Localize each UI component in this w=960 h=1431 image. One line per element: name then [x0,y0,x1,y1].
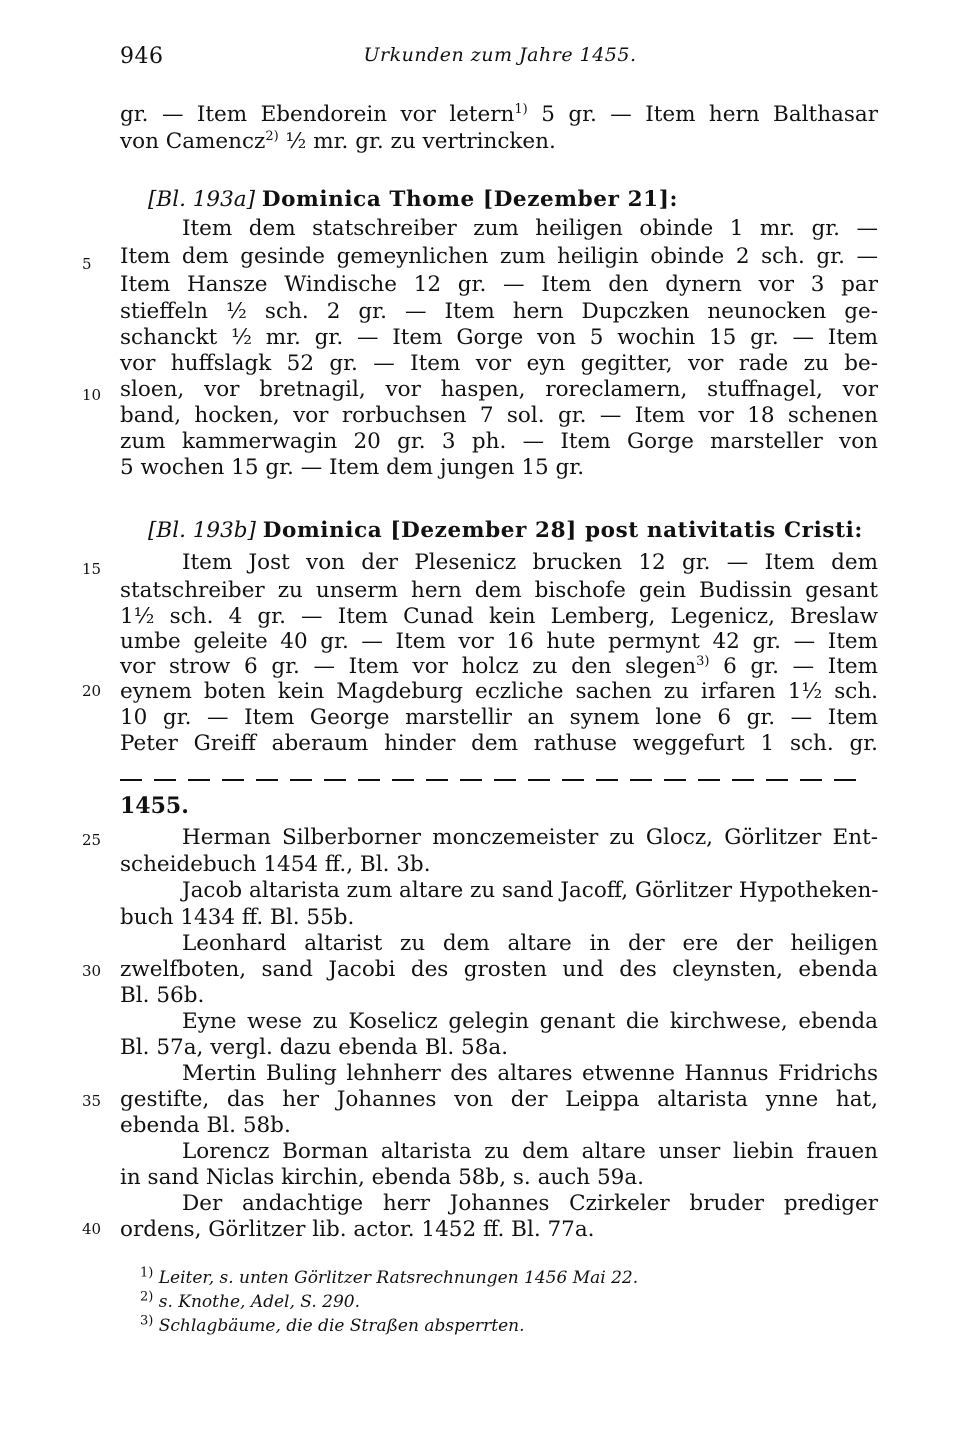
footnote-mark: 1) [140,1265,154,1281]
text-line: statschreiber zu unserm hern dem bischofe gein Budissin gesant [120,578,878,603]
line-number: 20 [82,682,102,700]
section-heading [120,516,878,545]
footnote-ref: 3) [696,653,710,669]
text-line: zum kammerwagin 20 gr. 3 ph. — Item Gorge marsteller von [120,429,878,454]
text-line: 5 wochen 15 gr. — Item dem jungen 15 gr. [120,455,585,480]
line-number: 25 [82,831,102,849]
section-title: Dominica [Dezember 28] post nativitatis Cristi: [262,518,863,543]
folio-ref: [Bl. 193b] [148,518,256,543]
text-line: eynem boten kein Magdeburg eczliche sachen zu irfaren 1½ sch. [120,679,878,704]
footnote [140,1290,840,1314]
text-line: Jacob altarista zum altare zu sand Jacoff, Görlitzer Hypotheken- [182,878,879,903]
text-line: zwelfboten, sand Jacobi des grosten und des cleynsten, ebenda [120,957,878,982]
text-line: Herman Silberborner monczemeister zu Glocz, Görlitzer Ent- [182,825,878,850]
line-number: 30 [82,962,102,980]
text-line: scheidebuch 1454 ff., Bl. 3b. [120,852,431,877]
text-line: Item dem gesinde gemeynlichen zum heiligin obinde 2 sch. gr. — [120,244,878,269]
text-line: 1½ sch. 4 gr. — Item Cunad kein Lemberg, Legenicz, Breslaw [120,604,878,629]
text-line: 10 gr. — Item George marstellir an synem lone 6 gr. — Item [120,705,878,730]
line-number: 40 [82,1220,102,1238]
text-line: in sand Niclas kirchin, ebenda 58b, s. auch 59a. [120,1165,644,1190]
line-number: 5 [82,255,92,273]
text-line: vor huffslagk 52 gr. — Item vor eyn gegitter, vor rade zu be- [120,351,878,376]
text-line: schanckt ½ mr. gr. — Item Gorge von 5 wochin 15 gr. — Item [120,325,878,350]
text-line: Bl. 57a, vergl. dazu ebenda Bl. 58a. [120,1035,509,1060]
text-line: ebenda Bl. 58b. [120,1113,291,1138]
text-line: gr. — Item Ebendorein vor letern$^{1)}$ 5 gr. — Item hern Balthasar [120,101,878,127]
section-heading [120,185,878,214]
text-line: stieffeln ½ sch. 2 gr. — Item hern Dupczken neunocken ge- [120,299,878,324]
text-line: Item Jost von der Plesenicz brucken 12 gr. — Item dem [182,550,878,575]
text-line: Item Hansze Windische 12 gr. — Item den dynern vor 3 par [120,272,878,297]
text-line: vor strow 6 gr. — Item vor holcz zu den slegen$^{3)}$ 6 gr. — Item [120,653,878,679]
text-line: gestifte, das her Johannes von der Leippa altarista ynne hat, [120,1087,878,1112]
text-line: Eyne wese zu Koselicz gelegin genant die kirchwese, ebenda [182,1009,878,1034]
text-line: band, hocken, vor rorbuchsen 7 sol. gr. — Item vor 18 schenen [120,403,878,428]
line-number: 10 [82,386,102,404]
footnote-ref: 1) [514,101,528,117]
running-title: Urkunden zum Jahre 1455. [363,44,637,66]
footnote-ref: 2) [265,128,279,144]
text-line: Leonhard altarist zu dem altare in der ere der heiligen [182,931,878,956]
footnotes [140,1266,840,1338]
line-number: 35 [82,1092,102,1110]
year-heading: 1455. [120,793,189,819]
footnote-text: Leiter, s. unten Görlitzer Ratsrechnungen 1456 Mai 22. [158,1268,639,1288]
footnote [140,1314,840,1338]
text-line: umbe geleite 40 gr. — Item vor 16 hute permynt 42 gr. — Item [120,629,878,654]
text-line: Item dem statschreiber zum heiligen obinde 1 mr. gr. — [182,216,878,241]
footnote-mark: 2) [140,1289,154,1305]
footnote-text: s. Knothe, Adel, S. 290. [158,1292,360,1312]
footnote-mark: 3) [140,1313,154,1329]
folio-ref: [Bl. 193a] [148,187,255,212]
line-number: 15 [82,560,102,578]
page-number: 946 [120,44,164,69]
text-line: Lorencz Borman altarista zu dem altare unser liebin frauen [182,1139,878,1164]
text-line: Der andachtige herr Johannes Czirkeler bruder prediger [182,1191,878,1216]
text-line: sloen, vor bretnagil, vor haspen, roreclamern, stuffnagel, vor [120,377,878,402]
section-separator [120,769,878,779]
footnote [140,1266,840,1290]
footnote-text: Schlagbäume, die die Straßen absperrten. [158,1316,525,1336]
text-line: buch 1434 ff. Bl. 55b. [120,905,355,930]
section-title: Dominica Thome [Dezember 21]: [261,187,679,212]
text-line: von Camencz$^{2)}$ ½ mr. gr. zu vertrincken. [120,128,556,154]
text-line: Peter Greiff aberaum hinder dem rathuse weggefurt 1 sch. gr. [120,731,878,756]
text-line: Bl. 56b. [120,983,205,1008]
text-line: ordens, Görlitzer lib. actor. 1452 ff. Bl. 77a. [120,1217,595,1242]
page-header [120,44,880,74]
text-line: Mertin Buling lehnherr des altares etwenne Hannus Fridrichs [182,1061,878,1086]
